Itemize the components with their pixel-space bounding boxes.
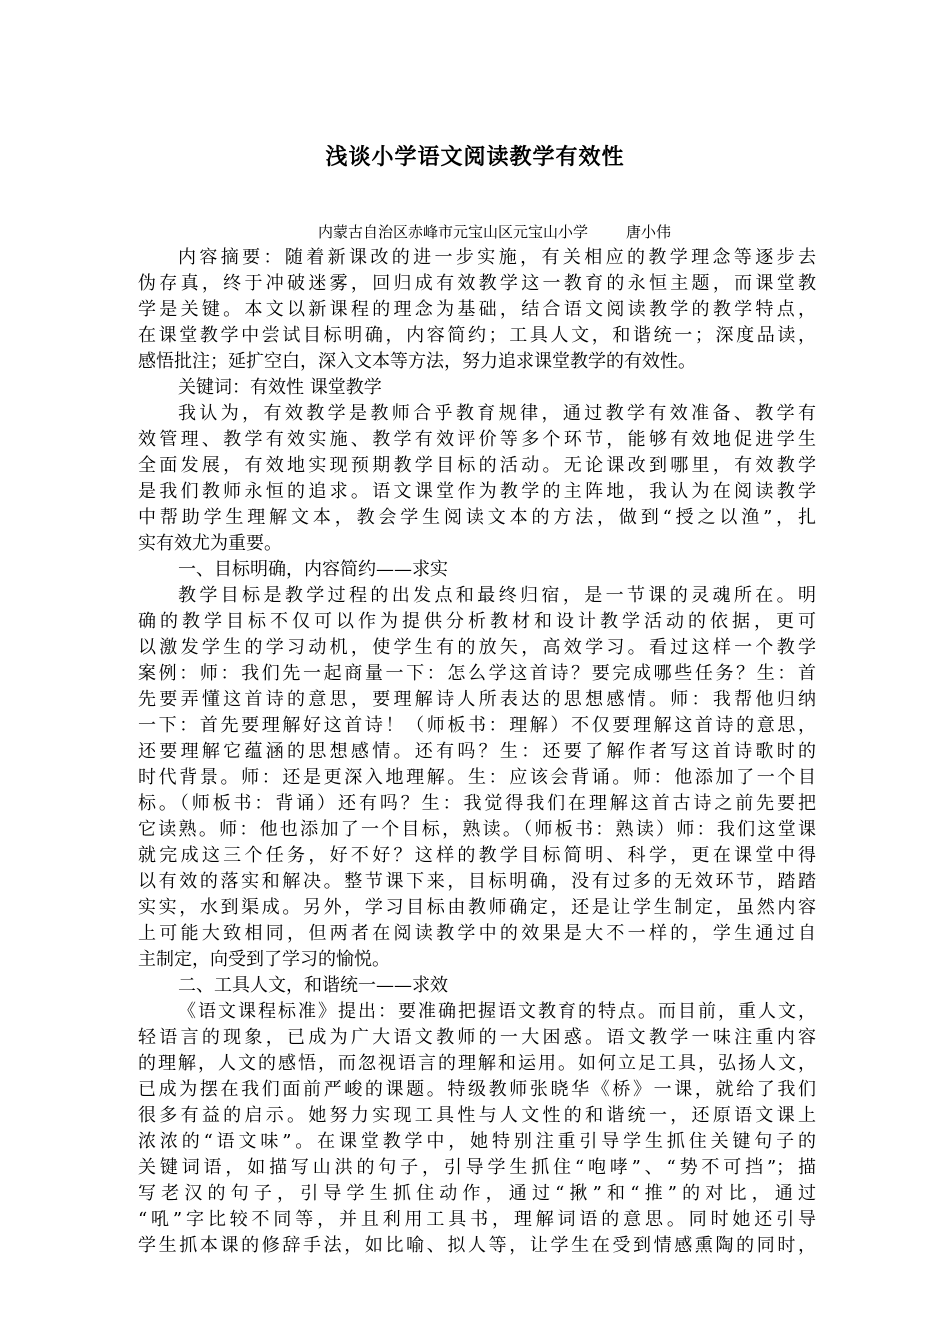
text-line: 轻语言的现象，已成为广大语文教师的一大困惑。语文教学一味注重内容: [138, 1027, 816, 1048]
text-line: 是我们教师永恒的追求。语文课堂作为教学的主阵地，我认为在阅读教学: [138, 481, 816, 502]
text-line: 的理解，人文的感悟，而忽视语言的理解和运用。如何立足工具，弘扬人文，: [138, 1053, 816, 1074]
text-line: 很多有益的启示。她努力实现工具性与人文性的和谐统一，还原语文课上: [138, 1105, 816, 1126]
text-line: 写老汉的句子，引导学生抓住动作，通过“揪”和“推”的对比，通过: [138, 1183, 816, 1204]
text-line: 全面发展，有效地实现预期教学目标的活动。无论课改到哪里，有效教学: [138, 455, 816, 476]
text-line: 中帮助学生理解文本，教会学生阅读文本的方法，做到“授之以渔”，扎: [138, 507, 816, 528]
text-line: 学是关键。本文以新课程的理念为基础，结合语文阅读教学的教学特点，: [138, 299, 816, 320]
text-line: 《语文课程标准》提出：要准确把握语文教育的特点。而目前，重人文，: [178, 1001, 816, 1022]
text-line: 实有效尤为重要。: [138, 533, 282, 554]
text-line: 关键词：有效性 课堂教学: [178, 377, 382, 398]
text-line: 确的教学目标不仅可以作为提供分析教材和设计教学活动的依据，更可: [138, 611, 816, 632]
text-line: 时代背景。师：还是更深入地理解。生：应该会背诵。师：他添加了一个目: [138, 767, 816, 788]
text-line: 实实，水到渠成。另外，学习目标由教师确定，还是让学生制定，虽然内容: [138, 897, 816, 918]
text-line: 教学目标是教学过程的出发点和最终归宿，是一节课的灵魂所在。明: [178, 585, 816, 606]
text-line: 以有效的落实和解决。整节课下来，目标明确，没有过多的无效环节，踏踏: [138, 871, 816, 892]
text-line: 上可能大致相同，但两者在阅读教学中的效果是大不一样的，学生通过自: [138, 923, 816, 944]
text-line: 就完成这三个任务，好不好？这样的教学目标简明、科学，更在课堂中得: [138, 845, 816, 866]
text-line: 它读熟。师：他也添加了一个目标，熟读。（师板书：熟读）师：我们这堂课: [138, 819, 816, 840]
text-line: 二、工具人文，和谐统一——求效: [178, 975, 448, 996]
text-line: 一下：首先要理解好这首诗！（师板书：理解）不仅要理解这首诗的意思，: [138, 715, 816, 736]
text-line: 案例：师：我们先一起商量一下：怎么学这首诗？要完成哪些任务？生：首: [138, 663, 816, 684]
text-line: 关键词语，如描写山洪的句子，引导学生抓住“咆哮”、“势不可挡”；描: [138, 1157, 816, 1178]
text-line: 学生抓本课的修辞手法，如比喻、拟人等，让学生在受到情感熏陶的同时，: [138, 1235, 816, 1256]
text-line: 主制定，向受到了学习的愉悦。: [138, 949, 390, 970]
text-line: 内容摘要：随着新课改的进一步实施，有关相应的教学理念等逐步去: [178, 247, 816, 268]
text-line: 我认为，有效教学是教师合乎教育规律，通过教学有效准备、教学有: [178, 403, 816, 424]
text-line: 效管理、教学有效实施、教学有效评价等多个环节，能够有效地促进学生: [138, 429, 816, 450]
text-line: 先要弄懂这首诗的意思，要理解诗人所表达的思想感情。师：我帮他归纳: [138, 689, 816, 710]
text-line: 标。（师板书：背诵）还有吗？生：我觉得我们在理解这首古诗之前先要把: [138, 793, 816, 814]
text-line: 在课堂教学中尝试目标明确，内容简约；工具人文，和谐统一；深度品读，: [138, 325, 816, 346]
text-line: 浓浓的“语文味”。在课堂教学中，她特别注重引导学生抓住关键句子的: [138, 1131, 816, 1152]
author-name: 唐小伟: [626, 223, 672, 241]
page-title: 浅谈小学语文阅读教学有效性: [325, 145, 625, 170]
text-line: 已成为摆在我们面前严峻的课题。特级教师张晓华《桥》一课，就给了我们: [138, 1079, 816, 1100]
text-line: 以激发学生的学习动机，使学生有的放矢，高效学习。看过这样一个教学: [138, 637, 816, 658]
text-line: 一、目标明确，内容简约——求实: [178, 559, 448, 580]
byline: [318, 221, 671, 243]
text-line: “吼”字比较不同等，并且利用工具书，理解词语的意思。同时她还引导: [138, 1209, 816, 1230]
body-text: [138, 245, 816, 1259]
text-line: 伪存真，终于冲破迷雾，回归成有效教学这一教育的永恒主题，而课堂教: [138, 273, 816, 294]
affiliation: 内蒙古自治区赤峰市元宝山区元宝山小学: [318, 223, 589, 241]
text-line: 感悟批注；延扩空白，深入文本等方法，努力追求课堂教学的有效性。: [138, 351, 696, 372]
text-line: 还要理解它蕴涵的思想感情。还有吗？生：还要了解作者写这首诗歌时的: [138, 741, 816, 762]
